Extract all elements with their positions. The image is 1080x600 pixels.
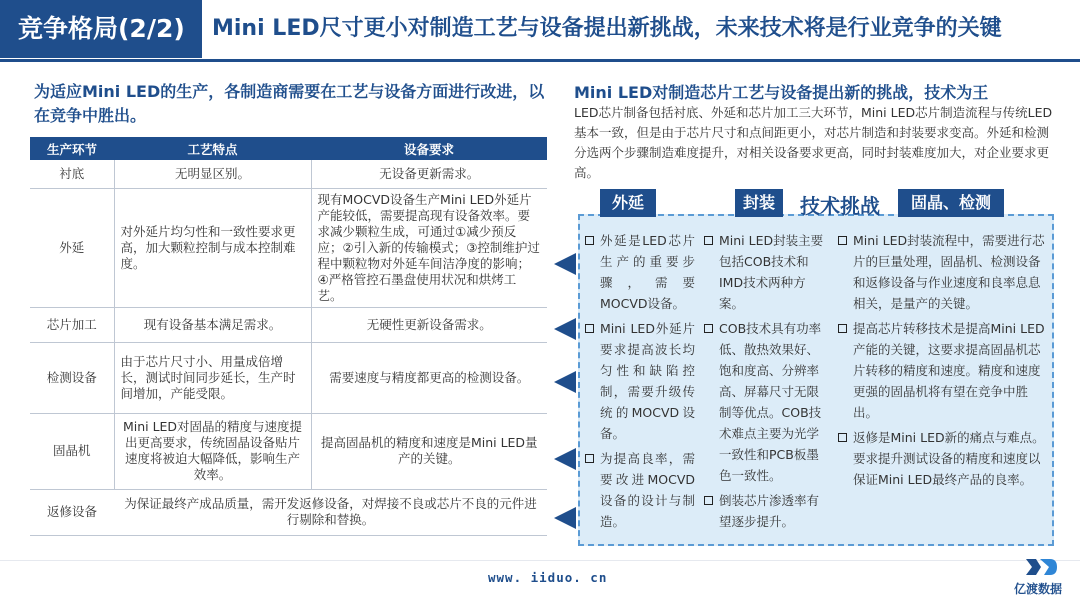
table-header-row — [30, 137, 547, 160]
equipment-cell: 无设备更新需求。 — [311, 160, 547, 188]
column-bonding-inspection — [838, 230, 1048, 494]
stage-cell: 返修设备 — [30, 489, 114, 535]
process-cell: 对外延片均匀性和一致性要求更高，加大颗粒控制与成本控制难度。 — [114, 188, 311, 307]
table-row — [30, 342, 547, 413]
column-header-equipment: 设备要求 — [311, 137, 547, 160]
stage-cell: 衬底 — [30, 160, 114, 188]
table-row — [30, 489, 547, 535]
pill-package: 封装 — [735, 189, 783, 217]
tech-challenge-label: 技术挑战 — [800, 194, 880, 218]
section-tag: 竞争格局(2/2) — [0, 0, 202, 58]
checkbox-bullet-icon — [704, 324, 713, 333]
arrow-left-icon — [554, 507, 576, 529]
equipment-cell: 现有MOCVD设备生产Mini LED外延片产能较低，需要提高现有设备效率。要求减少颗粒生成，可通过①减少预反应；②引入新的传输模式；③控制维护过程中颗粒物对外延车间洁净度的影响；④严格管控石墨盘使用状况和烘烤工艺。 — [311, 188, 547, 307]
checkbox-bullet-icon — [585, 454, 594, 463]
stage-cell: 芯片加工 — [30, 307, 114, 342]
equipment-cell: 提高固晶机的精度和速度是Mini LED量产的关键。 — [311, 413, 547, 489]
table-row — [30, 307, 547, 342]
list-item: Mini LED封装主要包括COB技术和IMD技术两种方案。 — [704, 230, 830, 314]
table-row — [30, 413, 547, 489]
column-header-process: 工艺特点 — [114, 137, 311, 160]
logo-text: 亿渡数据 — [1014, 582, 1063, 596]
table-row — [30, 188, 547, 307]
page-title: Mini LED尺寸更小对制造工艺与设备提出新挑战，未来技术将是行业竞争的关键 — [212, 16, 1002, 41]
pill-epitaxy: 外延 — [600, 189, 656, 217]
list-item: 为提高良率，需要改进MOCVD设备的设计与制造。 — [585, 448, 695, 532]
equipment-cell: 需要速度与精度都更高的检测设备。 — [311, 342, 547, 413]
header-divider — [0, 59, 1080, 62]
checkbox-bullet-icon — [585, 236, 594, 245]
process-cell: 无明显区别。 — [114, 160, 311, 188]
list-item: 外延是LED芯片生产的重要步骤，需要MOCVD设备。 — [585, 230, 695, 314]
right-description: LED芯片制备包括衬底、外延和芯片加工三大环节，Mini LED芯片制造流程与传统LED基本一致，但是由于芯片尺寸和点间距更小，对芯片制造和封装要求变高。外延和检测分选两个步骤制造难度提升，对相关设备要求更高，同时封装难度加大，对企业要求更高。 — [574, 105, 1053, 180]
left-intro: 为适应Mini LED的生产，各制造商需要在工艺与设备方面进行改进，以在竞争中胜出。 — [34, 82, 545, 125]
process-cell: 由于芯片尺寸小、用量成倍增长，测试时间同步延长，生产时间增加，产能受限。 — [114, 342, 311, 413]
arrow-left-icon — [554, 371, 576, 393]
process-cell: Mini LED对固晶的精度与速度提出更高要求，传统固晶设备贴片速度将被迫大幅降低，影响生产效率。 — [114, 413, 311, 489]
checkbox-bullet-icon — [585, 324, 594, 333]
checkbox-bullet-icon — [838, 433, 847, 442]
column-package — [704, 230, 830, 536]
list-item: COB技术具有功率低、散热效果好、饱和度高、分辨率高、屏幕尺寸无限制等优点。COB技术难点主要为光学一致性和PCB板墨色一致性。 — [704, 318, 830, 486]
arrow-left-icon — [554, 448, 576, 470]
checkbox-bullet-icon — [838, 236, 847, 245]
list-item: 倒装芯片渗透率有望逐步提升。 — [704, 490, 830, 532]
footer-divider — [0, 560, 1080, 561]
checkbox-bullet-icon — [838, 324, 847, 333]
arrow-left-icon — [554, 318, 576, 340]
header — [0, 0, 1080, 62]
list-item: Mini LED外延片要求提高波长均匀性和缺陷控制，需要升级传统的MOCVD设备。 — [585, 318, 695, 444]
right-heading: Mini LED对制造芯片工艺与设备提出新的挑战，技术为王 — [574, 83, 989, 102]
stage-cell: 固晶机 — [30, 413, 114, 489]
stage-cell: 检测设备 — [30, 342, 114, 413]
footer-url[interactable]: www. iiduo. cn — [488, 570, 608, 585]
pill-bonding-inspection: 固晶、检测 — [898, 189, 1004, 217]
brand-logo — [1012, 556, 1070, 596]
process-equipment-table — [30, 137, 547, 536]
logo-mark-icon — [1024, 556, 1058, 578]
column-epitaxy — [585, 230, 695, 536]
checkbox-bullet-icon — [704, 236, 713, 245]
merged-cell: 为保证最终产成品质量，需开发返修设备，对焊接不良或芯片不良的元件进行剔除和替换。 — [114, 489, 547, 535]
equipment-cell: 无硬性更新设备需求。 — [311, 307, 547, 342]
stage-cell: 外延 — [30, 188, 114, 307]
arrow-left-icon — [554, 253, 576, 275]
table-row — [30, 160, 547, 188]
list-item: 提高芯片转移技术是提高Mini LED产能的关键，这要求提高固晶机芯片转移的精度和速度。精度和速度更强的固晶机将有望在竞争中胜出。 — [838, 318, 1048, 423]
process-cell: 现有设备基本满足需求。 — [114, 307, 311, 342]
list-item: Mini LED封装流程中，需要进行芯片的巨量处理，固晶机、检测设备和返修设备与作业速度和良率息息相关，是量产的关键。 — [838, 230, 1048, 314]
checkbox-bullet-icon — [704, 496, 713, 505]
column-header-stage: 生产环节 — [30, 137, 114, 160]
list-item: 返修是Mini LED新的痛点与难点。要求提升测试设备的精度和速度以保证Mini LED最终产品的良率。 — [838, 427, 1048, 490]
